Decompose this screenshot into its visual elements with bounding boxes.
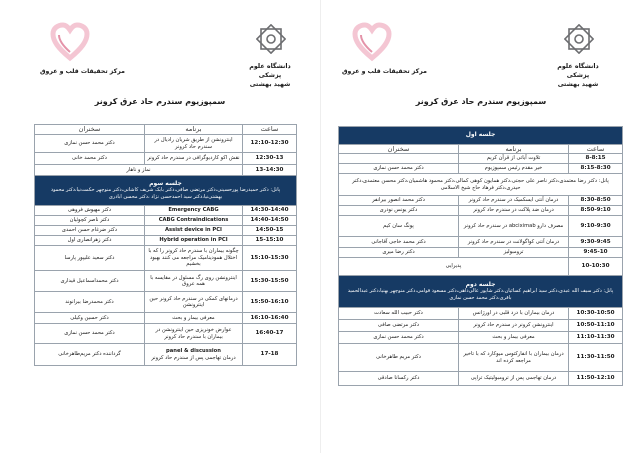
row-speaker: دکتر محمد حسن نمازی <box>35 135 145 153</box>
row-program: درمان آنتی کواگولانت در سندرم حاد کرونر <box>459 237 569 248</box>
row-program: درمانهای کمکی در سندرم حاد کرونر حین اینترونشن <box>145 292 243 313</box>
row-time: 16:40-17 <box>243 324 297 344</box>
row-speaker <box>339 154 459 164</box>
row-time: 9:30-9:45 <box>569 237 623 248</box>
table-row <box>339 258 623 276</box>
row-speaker: دکتر محمد خانی <box>35 153 145 165</box>
table-row <box>339 196 623 206</box>
row-program: درمان آنتی ایسکمیک در سندرم حاد کرونر <box>459 196 569 206</box>
row-speaker: دکتر رضا میری <box>339 248 459 258</box>
row-speaker: دکتر مرتضی صافی <box>339 320 459 332</box>
heart-logo-icon <box>50 22 90 62</box>
row-program: نماز و ناهار <box>35 165 243 176</box>
row-speaker: دکتر یونس نوذری <box>339 206 459 216</box>
row-time: 8-8:15 <box>569 154 623 164</box>
session-name: جلسه اول <box>465 131 496 139</box>
row-time: 16:10-16:40 <box>243 313 297 324</box>
session-row <box>339 276 623 308</box>
row-program: تلاوت آیاتی از قرآن کریم <box>459 154 569 164</box>
table-row <box>339 154 623 164</box>
table-row <box>339 320 623 332</box>
row-speaker: دکتر حبیب الله سعادت <box>339 308 459 320</box>
row-time: 10-10:30 <box>569 258 623 276</box>
session-panel: پانل: دکتر سیف الله عبدی،دکتر سید ابراهیم کسائیان،دکتر شاپور عالی‌ذاهی،دکتر مسعود قوامی،دکتر منوچهر بهنیا،دکتر عبدالحمید باقری،دکتر محمد حسن نمازی <box>347 288 614 301</box>
row-speaker: پونگ سان کیم <box>339 216 459 237</box>
row-time: 8:15-8:30 <box>569 164 623 174</box>
row-program: Hybrid operation in PCI <box>145 236 243 246</box>
row-speaker: دکتر محمد حسن نمازی <box>339 164 459 174</box>
university-line1: دانشگاه علوم پزشکی <box>557 63 599 79</box>
row-program: معرفی بیمار و بحث <box>145 313 243 324</box>
column-header-time: ساعت <box>243 125 297 135</box>
row-time: 10:30-10:50 <box>569 308 623 320</box>
right-page <box>322 0 640 453</box>
row-speaker: دکتر ضرغام حسن احمدی <box>35 226 145 236</box>
table-row <box>35 135 297 153</box>
table-row <box>35 216 297 226</box>
university-logo-icon <box>256 24 286 54</box>
row-time: 15-15:10 <box>243 236 297 246</box>
row-program: Assist device in PCI <box>145 226 243 236</box>
page-fold <box>320 0 321 453</box>
row-time: 15:50-16:10 <box>243 292 297 313</box>
row-program: پذیرایی <box>339 258 569 276</box>
row-time: 14:40-14:50 <box>243 216 297 226</box>
row-program: اینترونشن از طریق شریان رادیال در سندرم حاد کرونر <box>145 135 243 153</box>
row-speaker: دکتر محمد حسن نمازی <box>35 324 145 344</box>
row-time: 12:10-12:30 <box>243 135 297 153</box>
row-program-subtitle: درمان تهاجمی پس از سندرم حاد کرونر <box>151 354 236 361</box>
page-title: سمپوزیوم سندرم حاد عرق کرونر <box>415 97 547 106</box>
table-row <box>35 324 297 344</box>
table-row <box>339 237 623 248</box>
row-time: 8:50-9:10 <box>569 206 623 216</box>
row-program <box>145 344 243 366</box>
row-time: 17-18 <box>243 344 297 366</box>
heart-logo-icon <box>352 22 392 62</box>
page-header <box>0 0 320 106</box>
row-speaker: دکتر سعید علیپور پارسا <box>35 246 145 271</box>
row-time: 9:45-10 <box>569 248 623 258</box>
session-name: جلسه دوم <box>465 280 496 288</box>
row-time: 11:10-11:30 <box>569 332 623 344</box>
row-time: 11:50-12:10 <box>569 372 623 386</box>
university-line2: شهید بهشتی <box>557 81 599 88</box>
session-panel: پانل: دکتر حمیدرضا پورحسینی،دکتر مرتضی صافی،دکتر بابک شریف کاشانی،دکتر منوچهر حکمت‌نیا،دکتر محمود بهشتی‌نیا،دکتر سید احمدحسن نژاد ،دکتر محسن اباذری <box>50 187 281 200</box>
session-cell <box>339 127 623 145</box>
row-time: 15:10-15:30 <box>243 246 297 271</box>
center-name: مرکز تحقیقات قلب و عروق <box>40 68 125 75</box>
row-speaker: دکتر زهرانصاری اول <box>35 236 145 246</box>
row-program: مصرف دارو abciximab در سندرم حاد کرونر <box>459 216 569 237</box>
column-header-program: برنامه <box>145 125 243 135</box>
row-speaker: دکتر حسین وکیلی <box>35 313 145 324</box>
row-program: اینترونشن کرونر در سندرم حاد کرونر <box>459 320 569 332</box>
row-time: 14:50-15 <box>243 226 297 236</box>
row-program: ترومبولیز <box>459 248 569 258</box>
university-logo-icon <box>564 24 594 54</box>
panel-row <box>339 174 623 196</box>
row-program: درمان ضد پلاکت در سندرم حاد کرونر <box>459 206 569 216</box>
table-row <box>35 206 297 216</box>
row-speaker: دکتر محمد حسن نمازی <box>339 332 459 344</box>
university-name <box>548 62 608 89</box>
university-line1: دانشگاه علوم پزشکی <box>249 63 291 79</box>
row-program: معرفی بیمار و بحث <box>459 332 569 344</box>
session-row <box>35 176 297 206</box>
table-row <box>35 236 297 246</box>
center-name: مرکز تحقیقات قلب و عروق <box>342 68 427 75</box>
row-speaker: دکتر محمد انصور بیرانفر <box>339 196 459 206</box>
row-speaker: گرداننده دکتر مریم‌طاهرخانی <box>35 344 145 366</box>
table-row <box>339 164 623 174</box>
row-program: درمان تهاجمی پس از ترومبولیتیک تراپی <box>459 372 569 386</box>
session-row <box>339 127 623 145</box>
table-row <box>339 372 623 386</box>
session-cell <box>35 176 297 206</box>
row-program: درمان بیماران با انفارکتوس میوکارد که با تاخیر مراجعه کرده اند <box>459 344 569 372</box>
table-row <box>339 332 623 344</box>
row-time: 14:30-14:40 <box>243 206 297 216</box>
session-name: جلسه سوم <box>149 179 182 187</box>
row-speaker: دکتر رکسانا صادقی <box>339 372 459 386</box>
table-row <box>35 165 297 176</box>
row-program: اینترونشن روی رگ مسئول در مقایسه با همه عروق <box>145 271 243 292</box>
row-time: 13-14:30 <box>243 165 297 176</box>
row-speaker: دکتر مریم طاهرخانی <box>339 344 459 372</box>
page-title: سمپوزیوم سندرم حاد عرق کرونر <box>94 97 226 106</box>
row-time: 15:30-15:50 <box>243 271 297 292</box>
row-program: خیر مقدم رئیس سمپوزیوم <box>459 164 569 174</box>
column-header-time: ساعت <box>569 145 623 154</box>
program-table-right <box>338 126 623 386</box>
table-row <box>35 344 297 366</box>
university-name <box>240 62 300 89</box>
session-cell <box>339 276 623 308</box>
column-header-speaker: سخنران <box>35 125 145 135</box>
row-program: نقش اکو کاردیوگرافی در سندرم حاد کرونر <box>145 153 243 165</box>
row-program: درمان بیماران با درد قلبی در اورژانس <box>459 308 569 320</box>
table-row <box>35 271 297 292</box>
column-header-row <box>339 145 623 154</box>
column-header-program: برنامه <box>459 145 569 154</box>
row-speaker: دکتر مهیوش فروهی <box>35 206 145 216</box>
row-time: 12:30-13 <box>243 153 297 165</box>
row-time: 11:30-11:50 <box>569 344 623 372</box>
table-row <box>339 206 623 216</box>
column-header-speaker: سخنران <box>339 145 459 154</box>
table-row <box>35 246 297 271</box>
row-time: 9:10-9:30 <box>569 216 623 237</box>
row-program: CABG Contraindications <box>145 216 243 226</box>
university-line2: شهید بهشتی <box>249 81 291 88</box>
table-row <box>339 308 623 320</box>
table-row <box>35 313 297 324</box>
row-speaker: دکتر محمدرضا بیرانوند <box>35 292 145 313</box>
row-program: Emergency CABG <box>145 206 243 216</box>
row-speaker: دکتر ناصر کچوئیان <box>35 216 145 226</box>
page-header <box>322 0 640 106</box>
panel-members: پانل: دکتر رضا معتمدی،دکتر ناصر علی حجتی،دکتر همایون کوهی کمالی،دکتر محمود هاشمیان،دکتر محسن معتمدی،دکتر حیدری،دکتر فرهاد حاج شیخ الاسلامی <box>339 174 623 196</box>
table-row <box>339 344 623 372</box>
table-row <box>339 248 623 258</box>
table-row <box>35 226 297 236</box>
row-speaker: دکتر محمداسماعیل قیداری <box>35 271 145 292</box>
row-time: 10:50-11:10 <box>569 320 623 332</box>
row-program: عوارض خونریزی حین اینترونشن در بیماران با سندرم حاد کرونر <box>145 324 243 344</box>
row-speaker: دکتر محمد خاجی آقاجانی <box>339 237 459 248</box>
row-time: 8:30-8:50 <box>569 196 623 206</box>
table-row <box>35 153 297 165</box>
table-row <box>35 292 297 313</box>
row-program-title: panel & discussion <box>166 348 221 355</box>
table-row <box>339 216 623 237</box>
program-table-left <box>34 124 297 366</box>
row-program: چگونه بیماران با سندرم حاد کرونر را که با اختلال همودینامیک مراجعه می کنند بهبود بخشیم <box>145 246 243 271</box>
